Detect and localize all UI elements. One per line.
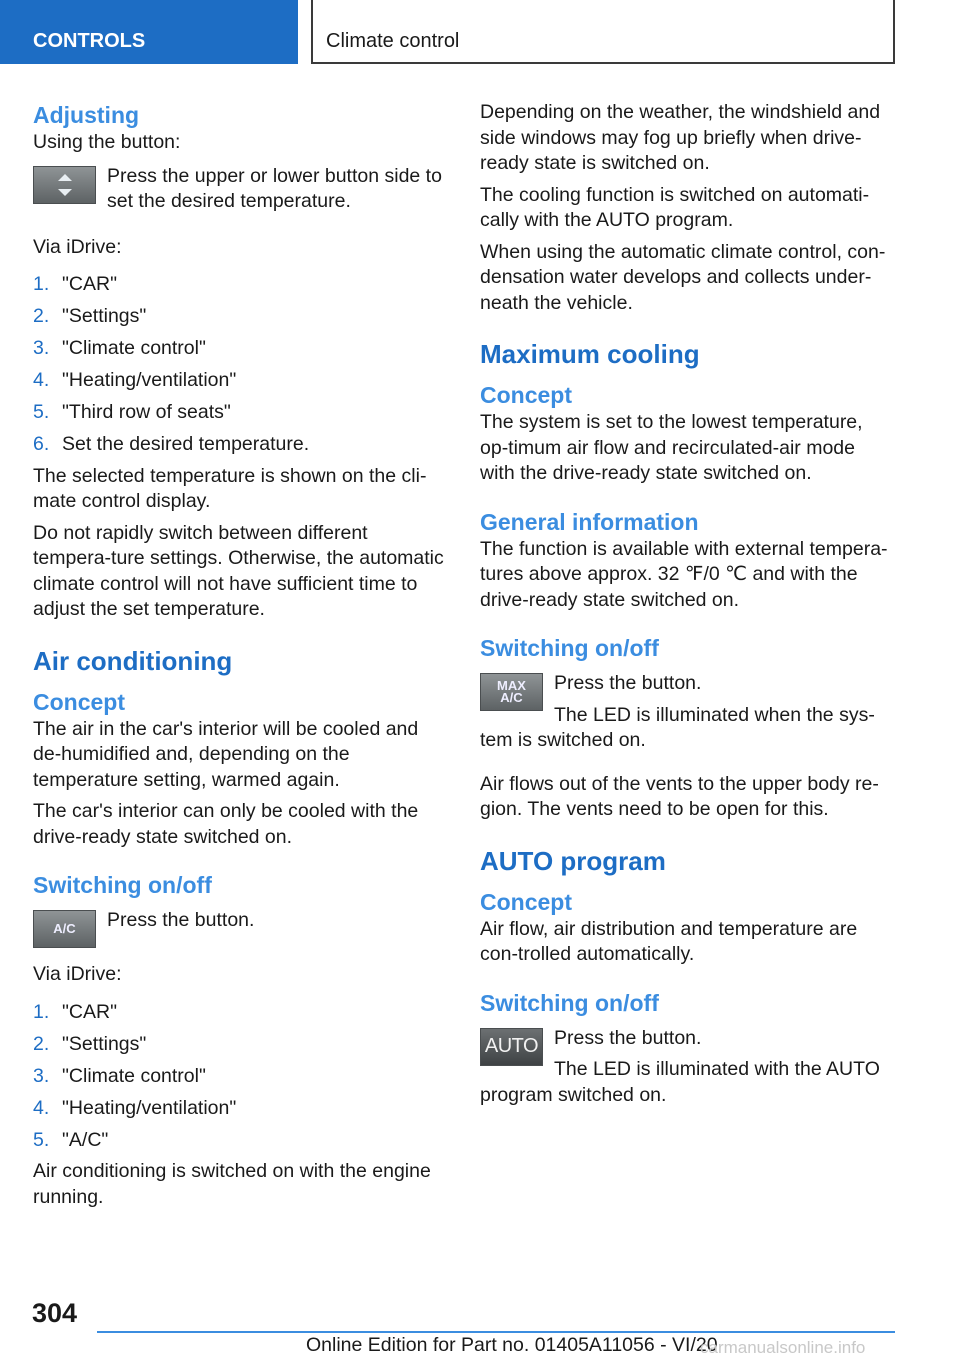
- left-column: [33, 100, 448, 1210]
- list-item: 4. "Heating/ventilation": [33, 1096, 237, 1119]
- max-led-text: The LED is illuminated when the sys-: [554, 703, 875, 726]
- list-item: 3. "Climate control": [33, 1064, 206, 1087]
- do-not-switch-text: Do not rapidly switch between different tempera-ture settings. Otherwise, the automatic climate control will not have sufficient time to adjust the set temperature.: [33, 521, 444, 620]
- temp-button-description: Press the upper or lower button side to set the desired temperature.: [107, 164, 442, 212]
- temp-button-row: [33, 164, 448, 215]
- using-button-text: Using the button:: [33, 131, 181, 153]
- auto-led-text: The LED is illuminated with the AUTO: [554, 1058, 880, 1080]
- ac-concept-text-2: The car's interior can only be cooled with the drive-ready state switched on.: [33, 800, 419, 848]
- section-tab: Climate control: [311, 0, 895, 64]
- list-item: 1. "CAR": [33, 273, 118, 295]
- page-header: [0, 0, 960, 66]
- ac-button-icon: A/C: [33, 910, 96, 948]
- list-item: 2. "Settings": [33, 1032, 147, 1055]
- auto-led-text-cont: program switched on.: [480, 1083, 667, 1106]
- ac-button-row: [33, 908, 448, 948]
- cooling-auto-text: The cooling function is switched on automati-cally with the AUTO program.: [480, 183, 870, 231]
- edition-text: Online Edition for Part no. 01405A11056 - VI/20: [306, 1334, 718, 1356]
- list-item: 2. "Settings": [33, 305, 147, 327]
- air-conditioning-heading: Air conditioning: [33, 645, 233, 676]
- condensation-text: When using the automatic climate control, con-densation water develops and collects under-neath the vehicle.: [480, 240, 886, 314]
- ac-concept-text-1: The air in the car's interior will be cooled and de-humidified and, depending on the temperature setting, warmed again.: [33, 717, 419, 791]
- fog-text: Depending on the weather, the windshield and side windows may fog up briefly when drive-ready state is switched on.: [480, 101, 881, 174]
- idrive-steps-temperature: [33, 272, 448, 458]
- list-item: 5. "A/C": [33, 1128, 109, 1151]
- maximum-cooling-heading: Maximum cooling: [480, 339, 700, 369]
- general-information-heading: General information: [480, 508, 699, 535]
- page-number: 304: [32, 1298, 78, 1328]
- list-item: 1. "CAR": [33, 1000, 118, 1023]
- chapter-tab: CONTROLS: [0, 0, 298, 64]
- auto-switch-heading: Switching on/off: [480, 989, 659, 1016]
- temperature-rocker-button-icon: [33, 166, 96, 204]
- selected-temp-text: The selected temperature is shown on the cli-mate control display.: [33, 464, 427, 512]
- ac-engine-text: Air conditioning is switched on with the engine running.: [33, 1160, 431, 1208]
- list-item: 6. Set the desired temperature.: [33, 433, 310, 455]
- max-concept-text: The system is set to the lowest temperature, op-timum air flow and recirculated-air mode with the drive-ready state switched on.: [480, 411, 863, 484]
- auto-button-row: [480, 1026, 895, 1083]
- auto-press-text: Press the button.: [554, 1026, 702, 1049]
- max-press-text: Press the button.: [554, 672, 702, 694]
- ac-concept-heading: Concept: [33, 688, 125, 715]
- general-information-text: The function is available with external tempera-tures above approx. 32 ℉/0 ℃ and with the drive-ready state switched on.: [480, 537, 888, 611]
- auto-program-heading: AUTO program: [480, 845, 666, 876]
- auto-button-icon: AUTO: [480, 1028, 543, 1066]
- ac-press-text: Press the button.: [107, 909, 255, 931]
- up-down-arrows-icon: [55, 172, 75, 198]
- watermark: carmanualsonline.info: [700, 1338, 866, 1357]
- airflow-text: Air flows out of the vents to the upper body re-gion. The vents need to be open for this.: [480, 772, 879, 820]
- max-switch-heading: Switching on/off: [480, 635, 659, 661]
- ac-switch-heading: Switching on/off: [33, 872, 212, 898]
- auto-concept-heading: Concept: [480, 888, 572, 915]
- via-idrive-label: Via iDrive:: [33, 235, 122, 258]
- max-ac-button-icon: MAX A/C: [480, 673, 543, 711]
- idrive-steps-ac: [33, 1000, 448, 1154]
- right-column: [480, 100, 895, 1108]
- footer-divider: [97, 1331, 895, 1333]
- auto-concept-text: Air flow, air distribution and temperature are con-trolled automatically.: [480, 917, 858, 965]
- list-item: 3. "Climate control": [33, 337, 206, 359]
- list-item: 4. "Heating/ventilation": [33, 369, 237, 391]
- max-led-text-cont: tem is switched on.: [480, 729, 646, 751]
- max-concept-heading: Concept: [480, 382, 572, 408]
- via-idrive-label-2: Via iDrive:: [33, 963, 122, 985]
- max-ac-button-row: [480, 671, 895, 728]
- adjusting-heading: Adjusting: [33, 102, 140, 128]
- list-item: 5. "Third row of seats": [33, 401, 231, 423]
